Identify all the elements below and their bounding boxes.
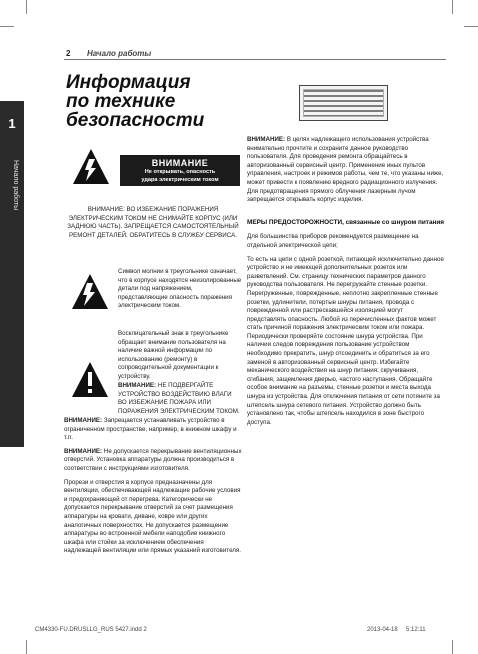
warning-badge bbox=[120, 155, 240, 186]
footer-time: 5:12:11 bbox=[406, 627, 426, 633]
warning-label: ВНИМАНИЕ: bbox=[64, 417, 103, 424]
lightning-triangle-icon bbox=[70, 272, 110, 312]
warning-caption: ВНИМАНИЕ: ВО ИЗБЕЖАНИЕ ПОРАЖЕНИЯ ЭЛЕКТРИЧЕСКИМ ТОКОМ НЕ СНИМАЙТЕ КОРПУС (ИЛИ ЗАДНЮЮ ЧАСТЬ). ЗАПРЕЩАЕТСЯ САМОСТОЯТЕЛЬНЫЙ РЕМОНТ ДЕТАЛЕЙ. ОБРАТИТЕСЬ В СЛУЖБУ СЕРВИСА. bbox=[67, 206, 239, 239]
footer-timestamp bbox=[367, 627, 426, 633]
warning-text: НЕ ПОДВЕРГАЙТЕ УСТРОЙСТВО ВОЗДЕЙСТВИЮ ВЛАГИ ВО ИЗБЕЖАНИЕ ПОЖАРА ИЛИ ПОРАЖЕНИЯ ЭЛЕКТРИЧЕСКИМ ТОКОМ. bbox=[118, 382, 240, 415]
crop-mark bbox=[464, 26, 478, 27]
page-number: 2 bbox=[66, 49, 71, 58]
crop-mark bbox=[452, 640, 453, 654]
install-warning bbox=[64, 417, 242, 443]
crop-mark bbox=[26, 640, 27, 654]
header-divider bbox=[64, 59, 446, 60]
title-line: по технике bbox=[66, 91, 176, 112]
warning-text: Не допускается перекрывание вентиляционных отверстий. Установка аппаратуры должна производиться в соответствии с инструкциями изготовителя. bbox=[64, 447, 242, 472]
laser-label-icon bbox=[299, 85, 388, 121]
crop-mark bbox=[0, 26, 14, 27]
warning-text: Запрещается устанавливать устройство в ограниченном пространстве, например, в книжном шкафу и т.п. bbox=[64, 417, 237, 442]
warning-label: ВНИМАНИЕ: bbox=[247, 136, 286, 143]
lightning-description: Символ молнии в треугольнике означает, что в корпусе находятся неизолированные детали под напряжением, представляющие опасность поражения электрическим током. bbox=[118, 268, 242, 310]
title-line: Информация bbox=[66, 72, 191, 93]
footer-date: 2013-04-18 bbox=[367, 627, 398, 633]
warning-badge-line: Не открывать, опасность bbox=[144, 169, 216, 175]
warning-badge-line: удара электрическим током bbox=[141, 177, 219, 183]
power-cord-paragraph: Для большинства приборов рекомендуется размещение на отдельной электрической цепи; bbox=[247, 233, 419, 249]
exclamation-description: Восклицательный знак в треугольнике обращает внимание пользователя на наличие важной информации по использованию (ремонту) в сопроводительной документации к устройству. bbox=[118, 330, 229, 380]
page-title bbox=[66, 73, 231, 130]
left-body bbox=[64, 417, 242, 561]
chapter-number: 1 bbox=[8, 116, 16, 131]
laser-warning bbox=[247, 136, 444, 205]
title-line: безопасности bbox=[66, 110, 205, 131]
exclamation-triangle-icon bbox=[70, 360, 110, 400]
section-title: Начало работы bbox=[87, 49, 152, 58]
warning-label: ВНИМАНИЕ: bbox=[64, 447, 103, 455]
power-cord-heading: МЕРЫ ПРЕДОСТОРОЖНОСТИ, связанные со шнуром питания bbox=[247, 218, 445, 226]
right-column bbox=[247, 136, 444, 432]
warning-triangle-icon bbox=[71, 147, 111, 187]
footer-file: CM4330-FU.DRUSLLG_RUS 5427.indd 2 bbox=[35, 627, 147, 633]
vent-warning bbox=[64, 448, 242, 474]
warning-label: ВНИМАНИЕ: bbox=[118, 382, 157, 389]
chapter-label: Начало работы bbox=[12, 160, 19, 211]
crop-mark bbox=[452, 0, 453, 14]
crop-mark bbox=[26, 0, 27, 14]
warning-badge-title: ВНИМАНИЕ bbox=[151, 158, 209, 168]
vent-paragraph: Прорези и отверстия в корпусе предназначены для вентиляции, обеспечивающей надлежащие рабочие условия и предохраняющей от перегрева. Категорически не допускается перекрывание отверстий за счет размещения аппаратуры на кровати, диване, ковре или других аналогичных поверхностях. Не допускается размещение аппаратуры во встроенной мебели наподобие книжного шкафа или стойки за исключением обеспечения надлежащей вентиляции или прямых указаний изготовителя. bbox=[64, 478, 241, 555]
fire-warning bbox=[118, 382, 242, 416]
warning-text: В целях надлежащего использования устройства внимательно прочтите и сохраните данное руководство пользователя. Для проведения ремонта обращайтесь в авторизованный сервисный центр. Применение иных пультов управления, настроек и режимов работы, чем те, что указаны ниже, может привести к появлению вредного радиационного излучения. Для предотвращения прямого облучения лазерным лучом запрещается открывать корпус изделия. bbox=[247, 136, 444, 204]
power-cord-paragraph: То есть на цепи с одной розеткой, питающей исключительно данное устройство и не имеющей дополнительных розеток или разветвлений. См. страницу технических параметров данного руководства пользователя. Не перегружайте стенные розетки. Перегруженные, поврежденные, неплотно закрепленные стенные розетки, удлинители, потертые шнуры питания, провода с поврежденной или растрескавшейся изоляцией могут представлять опасность. Любой из перечисленных фактов может стать причиной поражения электрическим током или пожара. Периодически проверяйте состояние шнура устройства. При наличии следов повреждения пользование устройством необходимо прекратить, шнур отсоединить и обратиться за его заменой в авторизованный сервисный центр. Избегайте механического воздействия на шнур питания: скручивания, сгибания, защемления дверью, частого наступания. Обращайте особое внимание на разъемы, стенные розетки и места выхода шнура из устройства. Для отключения питания от сети потяните за штепсель шнура сетевого питания. Устройство должно быть установлено так, чтобы штепсель находился в зоне быстрого доступа. bbox=[247, 255, 444, 426]
